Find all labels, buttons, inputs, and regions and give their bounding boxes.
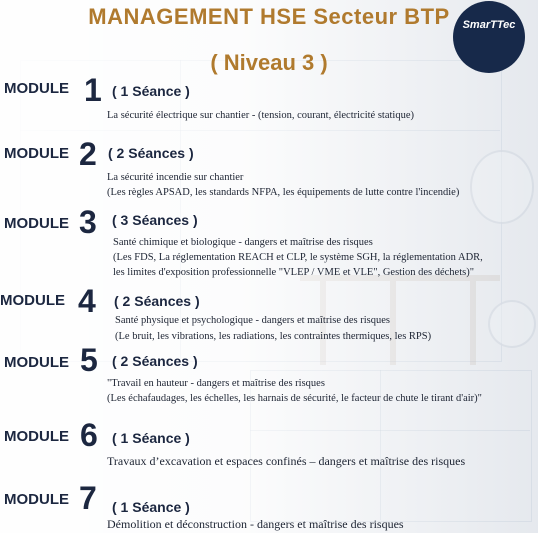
module-number: 4	[78, 283, 96, 319]
logo-text: SmarTTec	[462, 19, 516, 31]
module-description: (Les règles APSAD, les standards NFPA, les équipements de lutte contre l'incendie)	[107, 187, 460, 198]
module-number: 5	[80, 342, 98, 378]
module-description: La sécurité électrique sur chantier - (tension, courant, électricité statique)	[107, 110, 414, 121]
module-description: (Les FDS, La réglementation REACH et CLP, le système SGH, la réglementation ADR,	[113, 252, 483, 263]
module-description: (Le bruit, les vibrations, les radiations, les contraintes thermiques, les RPS)	[115, 331, 432, 342]
level-subtitle: ( Niveau 3 )	[210, 50, 328, 75]
module-7	[0, 480, 538, 553]
module-sessions: ( 2 Séances )	[108, 145, 194, 161]
module-2	[0, 138, 538, 208]
module-label: MODULE	[4, 145, 69, 162]
page-title: MANAGEMENT HSE Secteur BTP	[88, 4, 450, 29]
module-3	[0, 206, 538, 276]
module-5	[0, 342, 538, 415]
module-number: 7	[79, 480, 97, 516]
module-label: MODULE	[4, 215, 69, 232]
module-label: MODULE	[4, 491, 69, 508]
module-label: MODULE	[4, 354, 69, 371]
module-description: les limites d'exposition professionnelle "VLEP / VME et VLE", Gestion des déchets)"	[113, 267, 475, 278]
smarttec-logo	[453, 1, 525, 73]
module-description: Démolition et déconstruction - dangers et maîtrise des risques	[107, 517, 404, 531]
module-description: Travaux d’excavation et espaces confinés – dangers et maîtrise des risques	[107, 454, 466, 468]
module-number: 1	[84, 72, 102, 108]
module-description: La sécurité incendie sur chantier	[107, 172, 244, 183]
module-sessions: ( 1 Séance )	[112, 430, 190, 446]
module-description: "Travail en hauteur - dangers et maîtrise des risques	[107, 378, 325, 389]
module-sessions: ( 1 Séance )	[112, 83, 190, 99]
module-label: MODULE	[4, 428, 69, 445]
module-sessions: ( 3 Séances )	[112, 212, 198, 228]
module-number: 3	[79, 204, 97, 240]
module-1	[0, 72, 538, 145]
module-label: MODULE	[4, 80, 69, 97]
module-description: (Les échafaudages, les échelles, les harnais de sécurité, le facteur de chute le tirant d'air)"	[107, 393, 482, 404]
module-sessions: ( 1 Séance )	[112, 499, 190, 515]
module-description: Santé physique et psychologique - dangers et maîtrise des risques	[115, 315, 390, 326]
module-label: MODULE	[0, 292, 65, 309]
module-number: 6	[80, 417, 98, 453]
module-description: Santé chimique et biologique - dangers et maîtrise des risques	[113, 237, 373, 248]
module-sessions: ( 2 Séances )	[112, 353, 198, 369]
module-sessions: ( 2 Séances )	[114, 293, 200, 309]
module-number: 2	[79, 136, 97, 172]
